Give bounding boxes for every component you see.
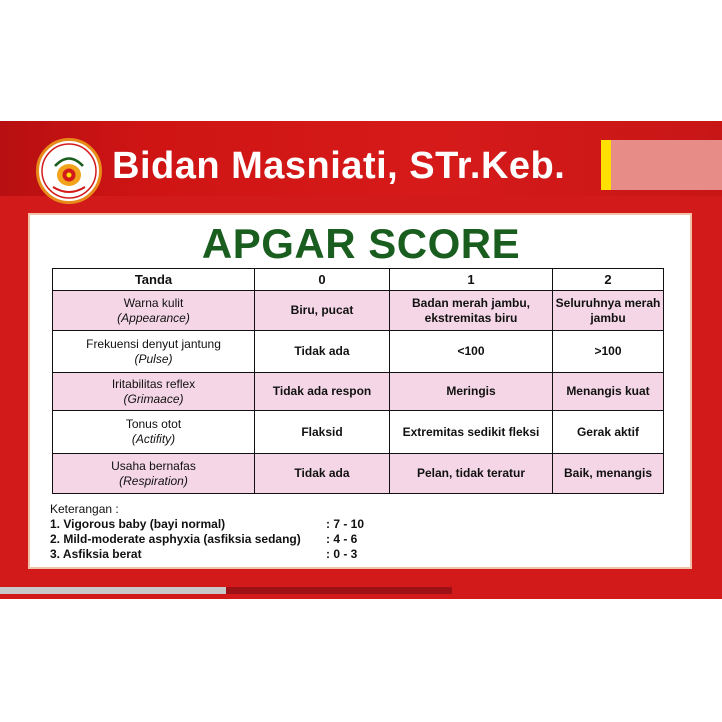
table-row: [53, 411, 664, 454]
sign-cell: [53, 291, 255, 331]
footer-stripe-maroon: [226, 587, 452, 594]
score-1-cell: Extremitas sedikit fleksi: [390, 411, 553, 454]
accent-yellow-bar: [601, 140, 611, 190]
sign-name: Usaha bernafas: [111, 458, 196, 473]
note-value: : 0 - 3: [326, 547, 358, 561]
header-score-1: 1: [390, 269, 553, 291]
score-0-cell: Tidak ada respon: [255, 373, 390, 411]
table-header-row: [53, 269, 664, 291]
score-0-cell: Tidak ada: [255, 454, 390, 494]
score-2-cell: Baik, menangis: [553, 454, 664, 494]
sign-latin: (Respiration): [119, 473, 188, 488]
score-0-cell: Tidak ada: [255, 331, 390, 373]
accent-pink-bar: [611, 140, 722, 190]
footer-stripe-grey: [0, 587, 226, 594]
score-2-cell: Seluruhnya merah jambu: [553, 291, 664, 331]
score-1-cell: Pelan, tidak teratur: [390, 454, 553, 494]
table-row: [53, 373, 664, 411]
header-score-2: 2: [553, 269, 664, 291]
sign-latin: (Grimaace): [123, 391, 184, 406]
sign-latin: (Appearance): [117, 310, 190, 325]
sign-name: Tonus otot: [125, 417, 182, 431]
note-value: : 4 - 6: [326, 532, 358, 546]
note-item: [50, 532, 358, 547]
sign-name: Iritabilitas reflex: [111, 376, 196, 391]
table-row: [53, 291, 664, 331]
apgar-table: [52, 268, 664, 494]
ibi-logo-icon: [39, 141, 99, 201]
table-row: [53, 454, 664, 494]
sign-cell: [53, 411, 255, 454]
header-tanda: Tanda: [53, 269, 255, 291]
sign-name: Warna kulit: [123, 295, 184, 310]
score-2-cell: >100: [553, 331, 664, 373]
page-title: APGAR SCORE: [201, 220, 521, 267]
score-2-cell: Gerak aktif: [553, 411, 664, 454]
note-item: [50, 517, 365, 532]
sign-cell: [53, 331, 255, 373]
header-score-0: 0: [255, 269, 390, 291]
note-label: 1. Vigorous baby (bayi normal): [50, 517, 226, 531]
note-label: 3. Asfiksia berat: [50, 547, 142, 561]
score-0-cell: Biru, pucat: [255, 291, 390, 331]
note-item: [50, 547, 358, 562]
sign-cell: [53, 373, 255, 411]
score-1-cell: Meringis: [390, 373, 553, 411]
score-1-cell: <100: [390, 331, 553, 373]
score-2-cell: Menangis kuat: [553, 373, 664, 411]
notes-heading: Keterangan :: [50, 502, 119, 516]
notes-section: [50, 502, 365, 562]
score-1-cell: Badan merah jambu, ekstremitas biru: [390, 291, 553, 331]
note-label: 2. Mild-moderate asphyxia (asfiksia sedang): [50, 532, 301, 546]
score-0-cell: Flaksid: [255, 411, 390, 454]
table-row: [53, 331, 664, 373]
sign-latin: (Actifity): [131, 432, 176, 446]
sign-cell: [53, 454, 255, 494]
sign-latin: (Pulse): [134, 351, 173, 366]
header-title: Bidan Masniati, STr.Keb.: [112, 145, 566, 187]
ibi-logo: [36, 138, 102, 204]
sign-name: Frekuensi denyut jantung: [86, 336, 221, 351]
note-value: : 7 - 10: [326, 517, 365, 531]
